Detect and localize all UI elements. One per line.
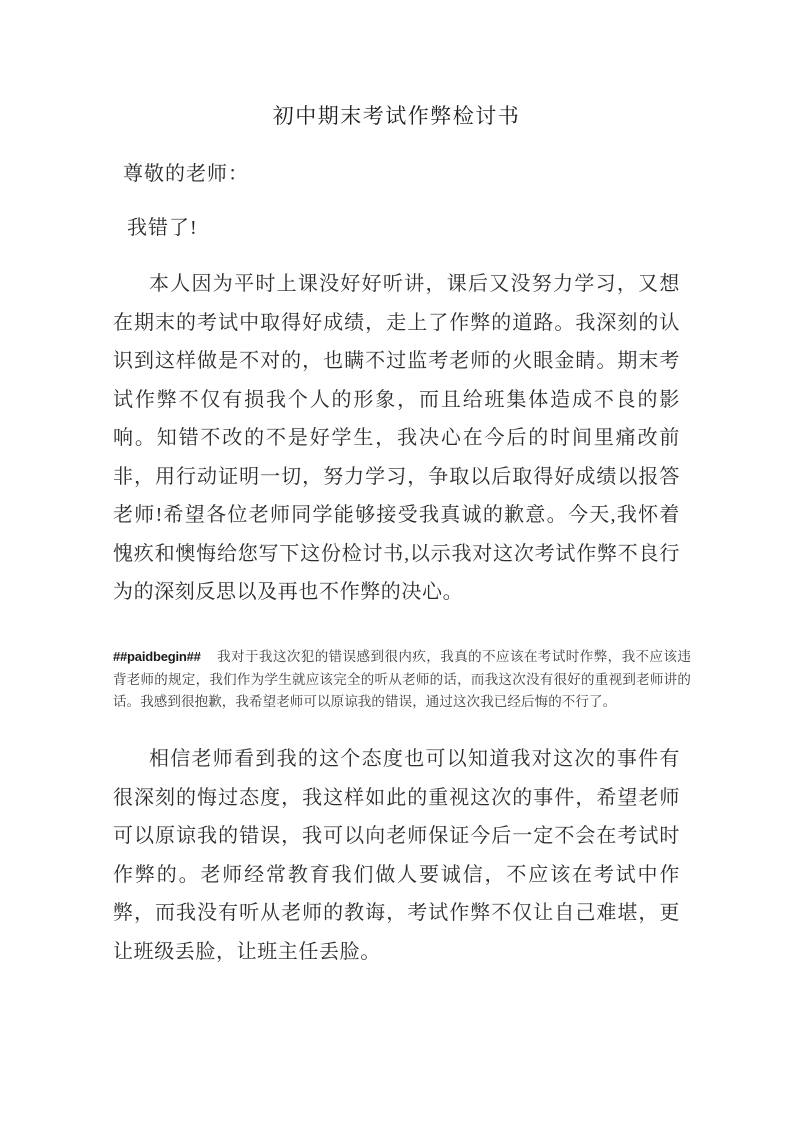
paragraph-main: 本人因为平时上课没好好听讲，课后又没努力学习，又想在期末的考试中取得好成绩，走上了作弊的道路。我深刻的认识到这样做是不对的，也瞒不过监考老师的火眼金睛。期末考试作弊不仅有损我个人的形象，而且给班集体造成不良的影响。知错不改的不是好学生，我决心在今后的时间里痛改前非，用行动证明一切，努力学习，争取以后取得好成绩以报答老师!希望各位老师同学能够接受我真诚的歉意。今天,我怀着愧疚和懊悔给您写下这份检讨书,以示我对这次考试作弊不良行为的深刻反思以及再也不作弊的决心。 bbox=[113, 273, 680, 603]
salutation-line: 尊敬的老师： bbox=[123, 163, 249, 185]
paragraph-inserted-text: 我对于我这次犯的错误感到很内疚，我真的不应该在考试时作弊，我不应该违背老师的规定，我们作为学生就应该完全的听从老师的话，而我这次没有很好的重视到老师讲的话。我感到很抱歉，我希望老师可以原谅我的错误，通过这次我已经后悔的不行了。 bbox=[113, 649, 691, 709]
paid-begin-marker: ##paidbegin## bbox=[113, 649, 201, 664]
paragraph-inserted-block bbox=[113, 646, 691, 714]
exclamation-line: 我错了! bbox=[127, 217, 198, 239]
paragraph-closing: 相信老师看到我的这个态度也可以知道我对这次的事件有很深刻的悔过态度，我这样如此的重视这次的事件，希望老师可以原谅我的错误，我可以向老师保证今后一定不会在考试时作弊的。老师经常教育我们做人要诚信，不应该在考试中作弊，而我没有听从老师的教诲，考试作弊不仅让自己难堪，更让班级丢脸，让班主任丢脸。 bbox=[113, 748, 680, 963]
page-title: 初中期末考试作弊检讨书 bbox=[272, 104, 521, 128]
